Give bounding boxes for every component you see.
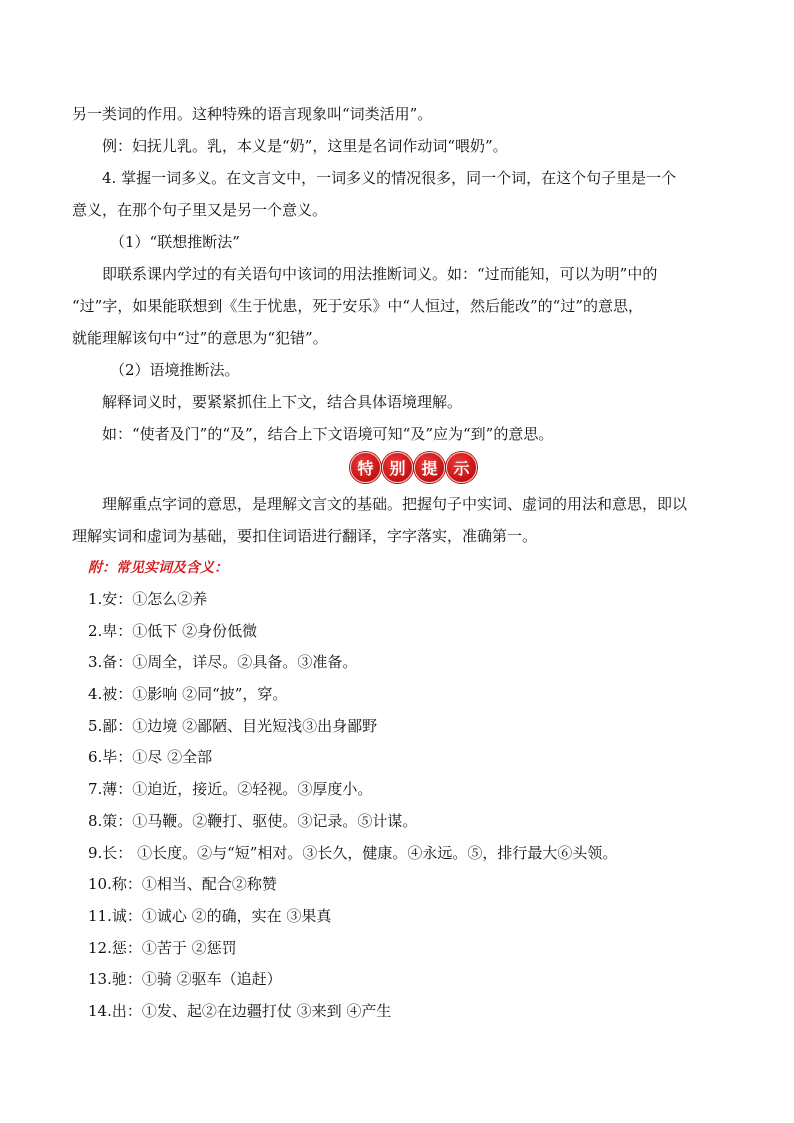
list-item: 9.长： ①长度。②与“短”相对。③长久，健康。④永远。⑤，排行最大⑥头领。 [88,843,618,862]
paragraph-line: 解释词义时，要紧紧抓住上下文，结合具体语境理解。 [102,393,463,411]
paragraph-line: 4. 掌握一词多义。在文言文中，一词多义的情况很多，同一个词，在这个句子里是一个 [102,169,677,187]
document-page [72,98,728,1028]
special-tip-badge-row [72,450,728,488]
paragraph-line: 如：“使者及门”的“及”，结合上下文语境可知“及”应为“到”的意思。 [102,425,554,443]
list-item: 3.备：①周全，详尽。②具备。③准备。 [88,653,358,672]
paragraph-line: 例：妇抚儿乳。乳，本义是“奶”，这里是名词作动词“喂奶”。 [102,137,508,155]
list-item: 4.被：①影响 ②同“披”，穿。 [88,685,288,704]
list-item: 14.出：①发、起②在边疆打仗 ③来到 ④产生 [88,1001,392,1020]
paragraph-line: 就能理解该句中“过”的意思为“犯错”。 [72,329,328,347]
badge-char: 提 [414,452,445,483]
tip-line: 理解实词和虚词为基础，要扣住词语进行翻译，字字落实，准确第一。 [72,527,538,545]
paragraph-line: 意义，在那个句子里又是另一个意义。 [72,201,328,219]
list-item: 12.惩：①苦于 ②惩罚 [88,938,237,957]
paragraph-line: 另一类词的作用。这种特殊的语言现象叫“词类活用”。 [72,105,433,123]
subheading: （1）“联想推断法” [110,233,240,251]
list-item: 6.毕：①尽 ②全部 [88,748,213,767]
paragraph-line: “过”字，如果能联想到《生于忧患，死于安乐》中“人恒过，然后能改”的“过”的意思， [72,297,644,315]
special-tip-badge [350,452,477,483]
badge-char: 示 [446,452,477,483]
badge-char: 别 [382,452,413,483]
list-item: 1.安：①怎么②养 [88,590,208,608]
appendix-heading: 附：常见实词及含义： [88,560,228,576]
badge-char: 特 [350,452,381,483]
list-item: 13.驰：①骑 ②驱车（追赶） [88,970,282,989]
list-item: 2.卑：①低下 ②身份低微 [88,621,258,640]
list-item: 8.策：①马鞭。②鞭打、驱使。③记录。⑤计谋。 [88,811,418,830]
paragraph-line: 即联系课内学过的有关语句中该词的用法推断词义。如：“过而能知，可以为明”中的 [102,265,658,283]
tip-line: 理解重点字词的意思，是理解文言文的基础。把握句子中实词、虚词的用法和意思，即以 [102,495,688,513]
list-item: 11.诚：①诚心 ②的确，实在 ③果真 [88,906,332,925]
subheading: （2）语境推断法。 [110,361,240,379]
list-item: 7.薄：①迫近，接近。②轻视。③厚度小。 [88,780,373,799]
list-item: 5.鄙：①边境 ②鄙陋、目光短浅③出身鄙野 [88,716,378,735]
list-item: 10.称：①相当、配合②称赞 [88,875,277,894]
